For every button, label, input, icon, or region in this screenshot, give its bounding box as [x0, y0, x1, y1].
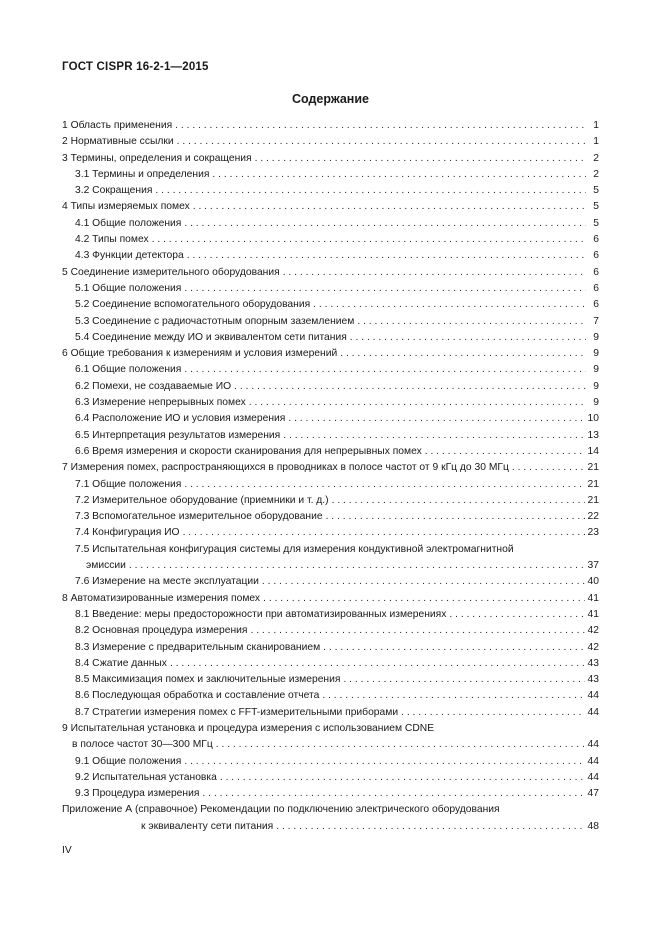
- dot-leader: [323, 640, 584, 656]
- toc-entry-title: 3 Термины, определения и сокращения: [62, 152, 252, 164]
- dot-leader: [212, 167, 586, 183]
- dot-leader: [234, 379, 586, 395]
- toc-entry-title: 9.2 Испытательная установка: [75, 771, 217, 783]
- toc-entry-title: 5.1 Общие положения: [75, 282, 182, 294]
- toc-entry-page: 9: [593, 364, 599, 376]
- toc-entry[interactable]: [62, 411, 599, 427]
- dot-leader: [170, 656, 585, 672]
- toc-entry-page: 6: [593, 234, 599, 246]
- toc-entry[interactable]: [62, 477, 599, 493]
- toc-entry-page: 6: [593, 282, 599, 294]
- dot-leader: [255, 151, 586, 167]
- toc-entry-title: 7 Измерения помех, распространяющихся в проводниках в полосе частот от 9 кГц до 30 МГц: [62, 462, 509, 474]
- toc-entry-title: 7.2 Измерительное оборудование (приемники и т. д.): [75, 494, 329, 506]
- toc-entry[interactable]: [62, 705, 599, 721]
- toc-entry-page: 37: [587, 560, 599, 572]
- toc-entry-page: 6: [593, 299, 599, 311]
- dot-leader: [401, 705, 584, 721]
- toc-entry-page: 44: [587, 706, 599, 718]
- toc-entry-page: 48: [587, 820, 599, 832]
- toc-entry-title: 6.3 Измерение непрерывных помех: [75, 397, 246, 409]
- dot-leader: [184, 362, 586, 378]
- toc-entry[interactable]: [62, 721, 599, 737]
- toc-entry[interactable]: [62, 786, 599, 802]
- toc-entry[interactable]: [62, 574, 599, 590]
- toc-entry-title: 4.3 Функции детектора: [75, 250, 184, 262]
- toc-entry-title: 5.2 Соединение вспомогательного оборудования: [75, 299, 311, 311]
- toc-entry-page: 44: [587, 690, 599, 702]
- toc-entry-title: 6.6 Время измерения и скорости сканирования для непрерывных помех: [75, 445, 422, 457]
- toc-entry-continuation[interactable]: [62, 737, 599, 753]
- toc-entry[interactable]: [62, 428, 599, 444]
- toc-entry-page: 42: [587, 625, 599, 637]
- toc-entry[interactable]: [62, 395, 599, 411]
- dot-leader: [343, 672, 584, 688]
- toc-entry-page: 21: [587, 478, 599, 490]
- toc-entry-page: 21: [587, 462, 599, 474]
- toc-entry-title: 5.3 Соединение с радиочастотным опорным заземлением: [75, 315, 355, 327]
- dot-leader: [276, 819, 584, 835]
- dot-leader: [184, 281, 586, 297]
- dot-leader: [340, 346, 586, 362]
- toc-entry-title: 8.6 Последующая обработка и составление отчета: [75, 690, 320, 702]
- toc-entry-title: 8 Автоматизированные измерения помех: [62, 592, 261, 604]
- dot-leader: [262, 574, 585, 590]
- dot-leader: [449, 607, 584, 623]
- toc-entry-title: 5 Соединение измерительного оборудования: [62, 266, 280, 278]
- toc-entry-page: 2: [593, 168, 599, 180]
- toc-entry-page: 41: [587, 608, 599, 620]
- toc-entry[interactable]: [62, 688, 599, 704]
- toc-entry-title-continuation: эмиссии: [86, 560, 126, 572]
- toc-entry-title-continuation: к эквиваленту сети питания: [141, 820, 274, 832]
- toc-entry-page: 1: [593, 136, 599, 148]
- dot-leader: [193, 199, 586, 215]
- dot-leader: [425, 444, 585, 460]
- toc-entry-title: 1 Область применения: [62, 120, 173, 131]
- toc-entry-title: 6.4 Расположение ИО и условия измерения: [75, 413, 286, 425]
- toc-entry-page: 44: [587, 739, 599, 751]
- toc-entry-page: 44: [587, 755, 599, 767]
- toc-entry[interactable]: [62, 281, 599, 297]
- toc-entry-title: 3.2 Сокращения: [75, 185, 153, 197]
- toc-entry-page: 21: [587, 494, 599, 506]
- toc-entry-title: 6.2 Помехи, не создаваемые ИО: [75, 380, 232, 392]
- toc-entry[interactable]: [62, 460, 599, 476]
- toc-entry[interactable]: [62, 525, 599, 541]
- toc-entry-page: 5: [593, 185, 599, 197]
- toc-entry-page: 23: [587, 527, 599, 539]
- dot-leader: [283, 428, 584, 444]
- toc-entry-title: 6.5 Интерпретация результатов измерения: [75, 429, 281, 441]
- toc-entry-page: 2: [593, 152, 599, 164]
- toc-entry[interactable]: [62, 134, 599, 150]
- dot-leader: [129, 558, 585, 574]
- dot-leader: [216, 737, 585, 753]
- toc-entry[interactable]: [62, 265, 599, 281]
- toc-entry-page: 43: [587, 657, 599, 669]
- toc-entry-title: 4.1 Общие положения: [75, 217, 182, 229]
- toc-entry-continuation[interactable]: [62, 558, 599, 574]
- document-code: ГОСТ CISPR 16-2-1—2015: [62, 61, 209, 73]
- toc-entry-page: 43: [587, 674, 599, 686]
- dot-leader: [322, 688, 584, 704]
- toc-entry[interactable]: [62, 314, 599, 330]
- toc-entry-page: 7: [593, 315, 599, 327]
- toc-entry-title: 7.5 Испытательная конфигурация системы для измерения кондуктивной электромагнитной: [75, 543, 514, 555]
- toc-entry-page: 14: [587, 445, 599, 457]
- toc-entry-page: 5: [593, 217, 599, 229]
- toc-entry[interactable]: [62, 183, 599, 199]
- toc-entry[interactable]: [62, 591, 599, 607]
- toc-entry-title: 7.3 Вспомогательное измерительное оборудование: [75, 511, 323, 523]
- dot-leader: [152, 232, 586, 248]
- toc-entry[interactable]: [62, 607, 599, 623]
- toc-entry-title: Приложение А (справочное) Рекомендации по подключению электрического оборудования: [62, 804, 500, 816]
- toc-entry-page: 40: [587, 576, 599, 588]
- dot-leader: [288, 411, 584, 427]
- dot-leader: [183, 525, 585, 541]
- toc-entry[interactable]: [62, 297, 599, 313]
- toc-entry[interactable]: [62, 232, 599, 248]
- dot-leader: [357, 314, 586, 330]
- toc-entry[interactable]: [62, 672, 599, 688]
- toc-entry-title: 6.1 Общие положения: [75, 364, 182, 376]
- dot-leader: [177, 134, 586, 150]
- dot-leader: [155, 183, 586, 199]
- dot-leader: [184, 216, 586, 232]
- toc-entry[interactable]: [62, 151, 599, 167]
- toc-entry[interactable]: [62, 542, 599, 558]
- toc-entry-page: 13: [587, 429, 599, 441]
- toc-entry-page: 42: [587, 641, 599, 653]
- dot-leader: [249, 395, 586, 411]
- toc-entry-title: 7.4 Конфигурация ИО: [75, 527, 180, 539]
- toc-entry-title: 4 Типы измеряемых помех: [62, 201, 190, 213]
- toc-entry-page: 10: [587, 413, 599, 425]
- toc-entry-title: 9.1 Общие положения: [75, 755, 182, 767]
- toc-entry[interactable]: [62, 362, 599, 378]
- toc-entry[interactable]: [62, 656, 599, 672]
- toc-entry[interactable]: [62, 754, 599, 770]
- page-number: IV: [62, 845, 72, 856]
- toc-entry-title: 8.4 Сжатие данных: [75, 657, 167, 669]
- toc-entry-page: 9: [593, 380, 599, 392]
- toc-entry[interactable]: [62, 493, 599, 509]
- toc-entry[interactable]: [62, 167, 599, 183]
- toc-entry[interactable]: [62, 330, 599, 346]
- toc-entry-title: 5.4 Соединение между ИО и эквивалентом сети питания: [75, 331, 347, 343]
- toc-entry-page: 44: [587, 771, 599, 783]
- dot-leader: [184, 477, 584, 493]
- toc-entry-page: 47: [587, 788, 599, 800]
- toc-entry-title: 8.5 Максимизация помех и заключительные измерения: [75, 674, 341, 686]
- toc-entry-page: 6: [593, 266, 599, 278]
- dot-leader: [313, 297, 586, 313]
- dot-leader: [326, 509, 585, 525]
- toc-entry[interactable]: [62, 444, 599, 460]
- toc-entry[interactable]: [62, 216, 599, 232]
- toc-entry[interactable]: [62, 118, 599, 134]
- toc-entry-page: 5: [593, 201, 599, 213]
- dot-leader: [202, 786, 584, 802]
- toc-entry[interactable]: [62, 199, 599, 215]
- toc-entry-title: 9.3 Процедура измерения: [75, 788, 200, 800]
- dot-leader: [187, 248, 586, 264]
- toc-entry-title-continuation: в полосе частот 30—300 МГц: [72, 739, 213, 751]
- toc-entry[interactable]: [62, 770, 599, 786]
- toc-entry-title: 8.7 Стратегии измерения помех с FFT-измерительными приборами: [75, 706, 399, 718]
- dot-leader: [220, 770, 585, 786]
- toc-entry[interactable]: [62, 379, 599, 395]
- dot-leader: [332, 493, 585, 509]
- toc-entry-title: 7.6 Измерение на месте эксплуатации: [75, 576, 259, 588]
- toc-entry[interactable]: [62, 802, 599, 818]
- toc-entry-page: 9: [593, 348, 599, 360]
- toc-entry[interactable]: [62, 509, 599, 525]
- toc-entry[interactable]: [62, 623, 599, 639]
- dot-leader: [184, 754, 584, 770]
- toc-entry[interactable]: [62, 640, 599, 656]
- dot-leader: [175, 118, 586, 134]
- toc-entry-page: 41: [587, 592, 599, 604]
- toc-entry-title: 9 Испытательная установка и процедура измерения с использованием CDNE: [62, 722, 435, 734]
- toc-entry-title: 8.3 Измерение с предварительным сканированием: [75, 641, 321, 653]
- dot-leader: [350, 330, 586, 346]
- page-title: Содержание: [291, 92, 369, 106]
- table-of-contents: [62, 118, 599, 835]
- toc-entry-title: 8.2 Основная процедура измерения: [75, 625, 248, 637]
- toc-entry-page: 1: [593, 120, 599, 131]
- toc-entry[interactable]: [62, 346, 599, 362]
- toc-entry-title: 2 Нормативные ссылки: [62, 136, 174, 148]
- toc-entry-title: 8.1 Введение: меры предосторожности при автоматизированных измерениях: [75, 608, 447, 620]
- toc-entry-title: 6 Общие требования к измерениям и условия измерений: [62, 348, 338, 360]
- toc-entry-page: 9: [593, 331, 599, 343]
- toc-entry-page: 22: [587, 511, 599, 523]
- toc-entry-page: 9: [593, 397, 599, 409]
- toc-entry-title: 7.1 Общие положения: [75, 478, 182, 490]
- toc-entry-title: 4.2 Типы помех: [75, 234, 149, 246]
- toc-entry-continuation[interactable]: [62, 819, 599, 835]
- toc-entry-title: 3.1 Термины и определения: [75, 168, 210, 180]
- dot-leader: [263, 591, 584, 607]
- dot-leader: [283, 265, 586, 281]
- dot-leader: [512, 460, 585, 476]
- dot-leader: [250, 623, 584, 639]
- toc-entry[interactable]: [62, 248, 599, 264]
- toc-entry-page: 6: [593, 250, 599, 262]
